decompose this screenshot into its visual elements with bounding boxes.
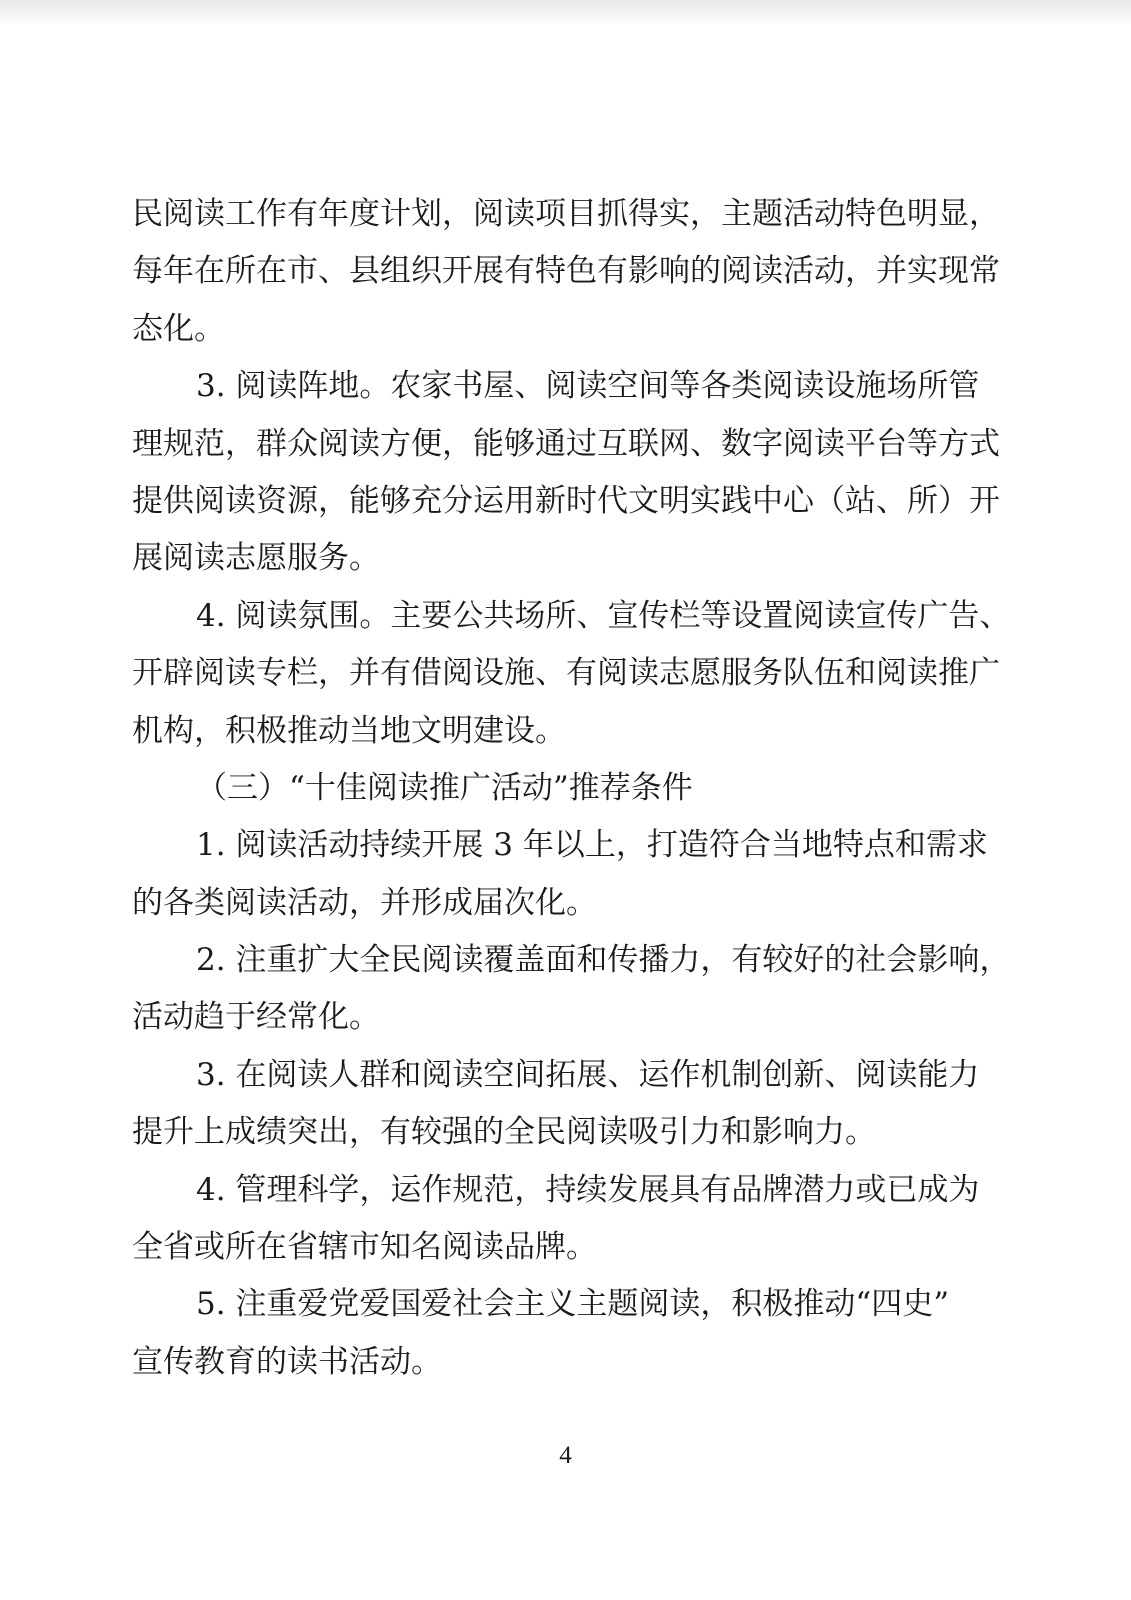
list-item: 1. 阅读活动持续开展 3 年以上，打造符合当地特点和需求 (196, 827, 988, 864)
text-line: 提 供 阅 读 资 源 ， 能 够 充 分 运 用 新 时 代 文 明 实 践 中 心 （ 站 、 所 ） 开 (132, 482, 1000, 519)
document-body (132, 186, 1011, 1391)
section-item-heading: 4. 阅读氛围。主要公共场所、宣传栏等设置阅读宣传广告、 (196, 597, 1011, 634)
text-line: 开 辟 阅 读 专 栏 ， 并 有 借 阅 设 施 、 有 阅 读 志 愿 服 务 队 伍 和 阅 读 推 广 (132, 655, 1000, 692)
section-item-heading: 3. 阅读阵地。农家书屋、阅读空间等各类阅读设施场所管 (196, 368, 980, 405)
text-line: 展阅读志愿服务。 (132, 540, 380, 577)
text-line: 民 阅 读 工 作 有 年 度 计 划 ， 阅 读 项 目 抓 得 实 ， 主 题 活 动 特 色 明 显 ， (132, 196, 1000, 232)
list-item: 3. 在阅读人群和阅读空间拓展、运作机制创新、阅读能力 (196, 1056, 980, 1093)
scan-top-edge (0, 0, 1131, 26)
list-item: 2. 注重扩大全民阅读覆盖面和传播力，有较好的社会影响， (196, 942, 1011, 979)
text-line: 宣传教育的读书活动。 (132, 1343, 442, 1380)
text-line: 理 规 范 ， 群 众 阅 读 方 便 ， 能 够 通 过 互 联 网 、 数 字 阅 读 平 台 等 方 式 (132, 425, 1000, 462)
list-item: 4. 管理科学，运作规范，持续发展具有品牌潜力或已成为 (196, 1171, 980, 1208)
section-heading: （三）“十佳阅读推广活动”推荐条件 (196, 769, 693, 806)
list-item: 5. 注重爱党爱国爱社会主义主题阅读，积极推动“四史” (196, 1286, 950, 1323)
page-number: 4 (559, 1442, 572, 1469)
text-line: 全省或所在省辖市知名阅读品牌。 (132, 1229, 597, 1266)
text-line: 提升上成绩突出，有较强的全民阅读吸引力和影响力。 (132, 1114, 876, 1151)
text-line: 的各类阅读活动，并形成届次化。 (132, 884, 597, 921)
text-line: 活动趋于经常化。 (132, 999, 380, 1036)
text-line: 态化。 (132, 310, 225, 347)
text-line: 机构，积极推动当地文明建设。 (132, 712, 566, 749)
text-line: 每 年 在 所 在 市 、 县 组 织 开 展 有 特 色 有 影 响 的 阅 读 活 动 ， 并 实 现 常 (132, 253, 1000, 290)
